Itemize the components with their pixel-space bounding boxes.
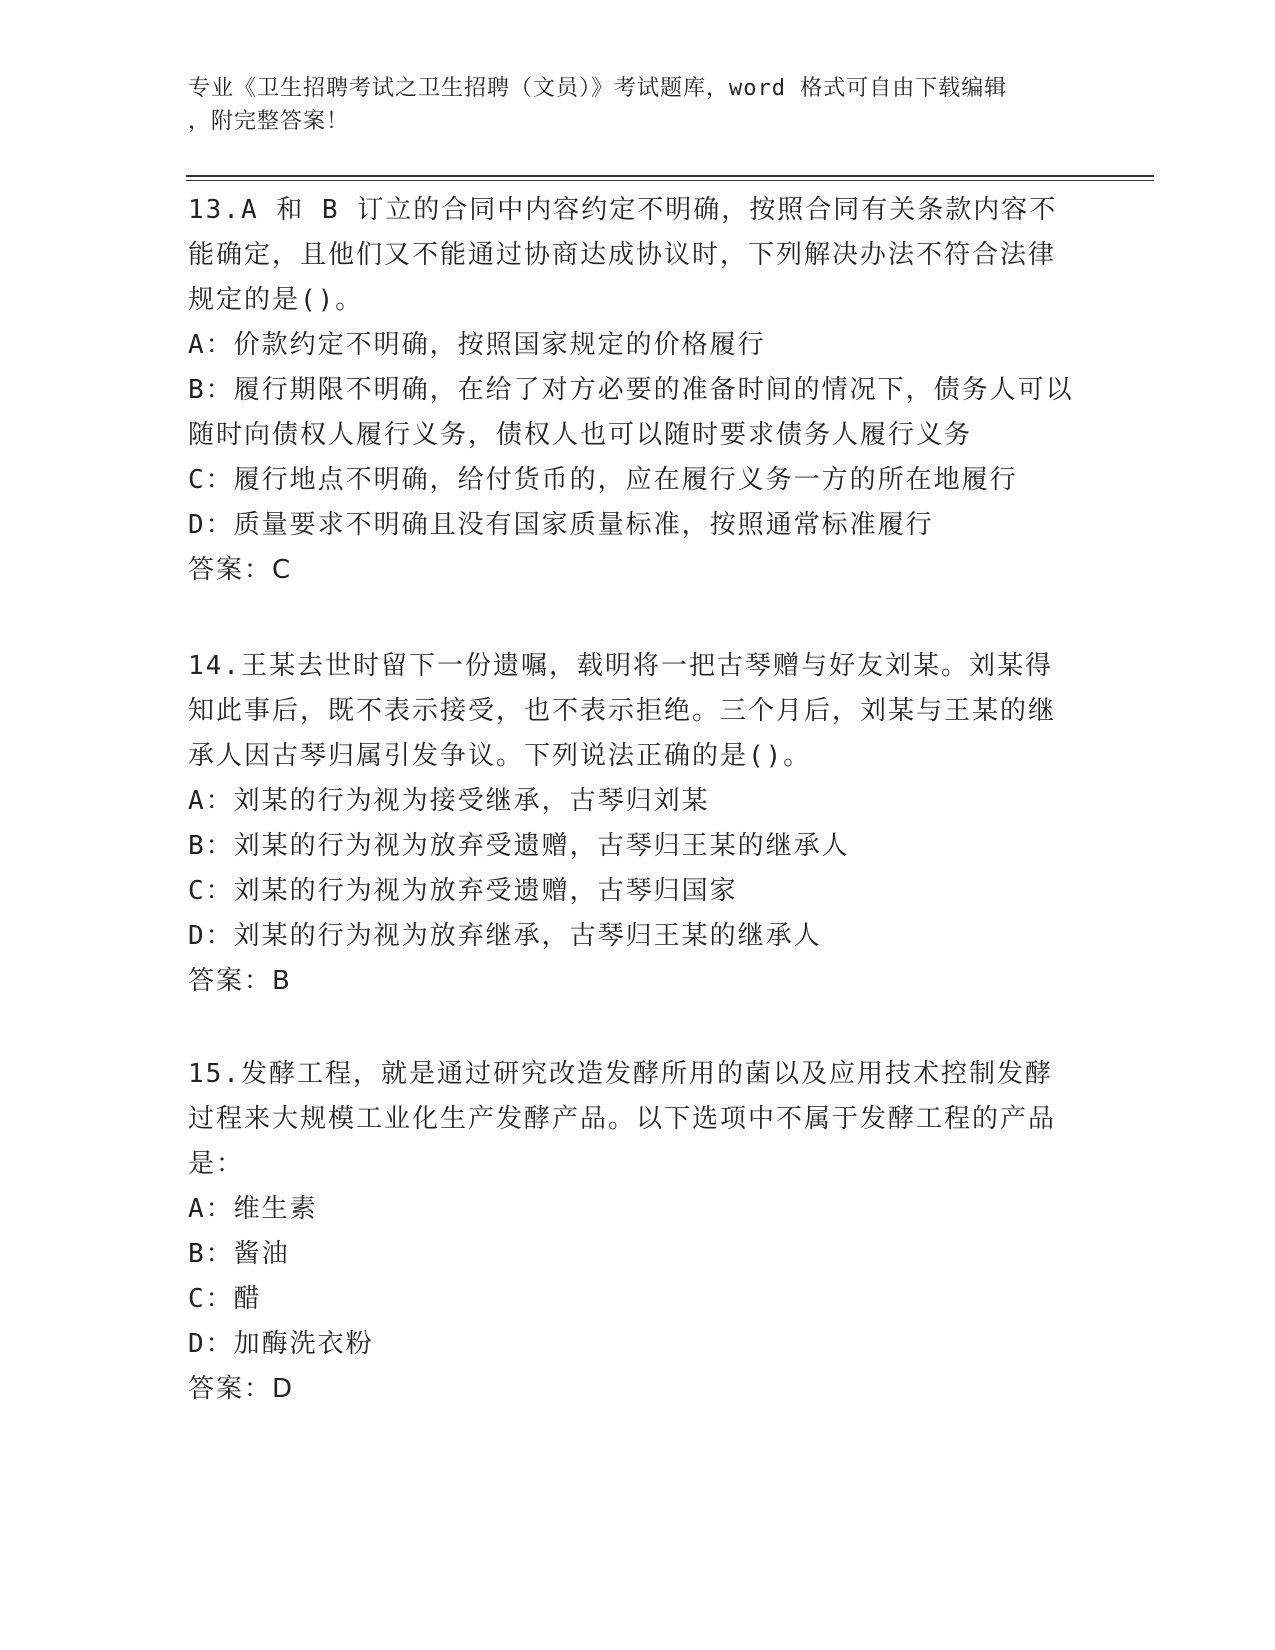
question-stem: 13.A 和 B 订立的合同中内容约定不明确，按照合同有关条款内容不能确定，且他们又不能通过协商达成协议时，下列解决办法不符合法律规定的是()。 xyxy=(188,195,1058,315)
header-divider-thin xyxy=(186,180,1154,181)
answer-line: 答案：B xyxy=(188,966,292,996)
option-c: C：刘某的行为视为放弃受遗赠，古琴归国家 xyxy=(188,876,738,906)
option-b: B：履行期限不明确，在给了对方必要的准备时间的情况下，债务人可以随时向债权人履行义务，债权人也可以随时要求债务人履行义务 xyxy=(188,375,1074,450)
option-d: D：加酶洗衣粉 xyxy=(188,1329,374,1359)
answer-line: 答案：D xyxy=(188,1374,295,1404)
question-14 xyxy=(188,644,1078,1004)
document-header: 专业《卫生招聘考试之卫生招聘（文员）》考试题库，word 格式可自由下载编辑 ，附完整答案！ xyxy=(188,76,1008,134)
option-c: C：履行地点不明确，给付货币的，应在履行义务一方的所在地履行 xyxy=(188,465,1018,495)
option-a: A：刘某的行为视为接受继承，古琴归刘某 xyxy=(188,786,710,816)
question-15 xyxy=(188,1052,1078,1412)
question-stem: 15.发酵工程，就是通过研究改造发酵所用的菌以及应用技术控制发酵过程来大规模工业化生产发酵产品。以下选项中不属于发酵工程的产品是： xyxy=(188,1059,1057,1179)
option-d: D：刘某的行为视为放弃继承，古琴归王某的继承人 xyxy=(188,921,822,951)
question-stem: 14.王某去世时留下一份遗嘱，载明将一把古琴赠与好友刘某。刘某得知此事后，既不表示接受，也不表示拒绝。三个月后，刘某与王某的继承人因古琴归属引发争议。下列说法正确的是()。 xyxy=(188,651,1057,771)
header-divider-thick xyxy=(186,175,1154,177)
question-13 xyxy=(188,188,1078,593)
answer-line: 答案：C xyxy=(188,555,293,585)
option-b: B：酱油 xyxy=(188,1239,290,1269)
option-a: A：维生素 xyxy=(188,1194,318,1224)
option-c: C：醋 xyxy=(188,1284,262,1314)
option-d: D：质量要求不明确且没有国家质量标准，按照通常标准履行 xyxy=(188,510,934,540)
option-b: B：刘某的行为视为放弃受遗赠，古琴归王某的继承人 xyxy=(188,831,850,861)
option-a: A：价款约定不明确，按照国家规定的价格履行 xyxy=(188,330,766,360)
